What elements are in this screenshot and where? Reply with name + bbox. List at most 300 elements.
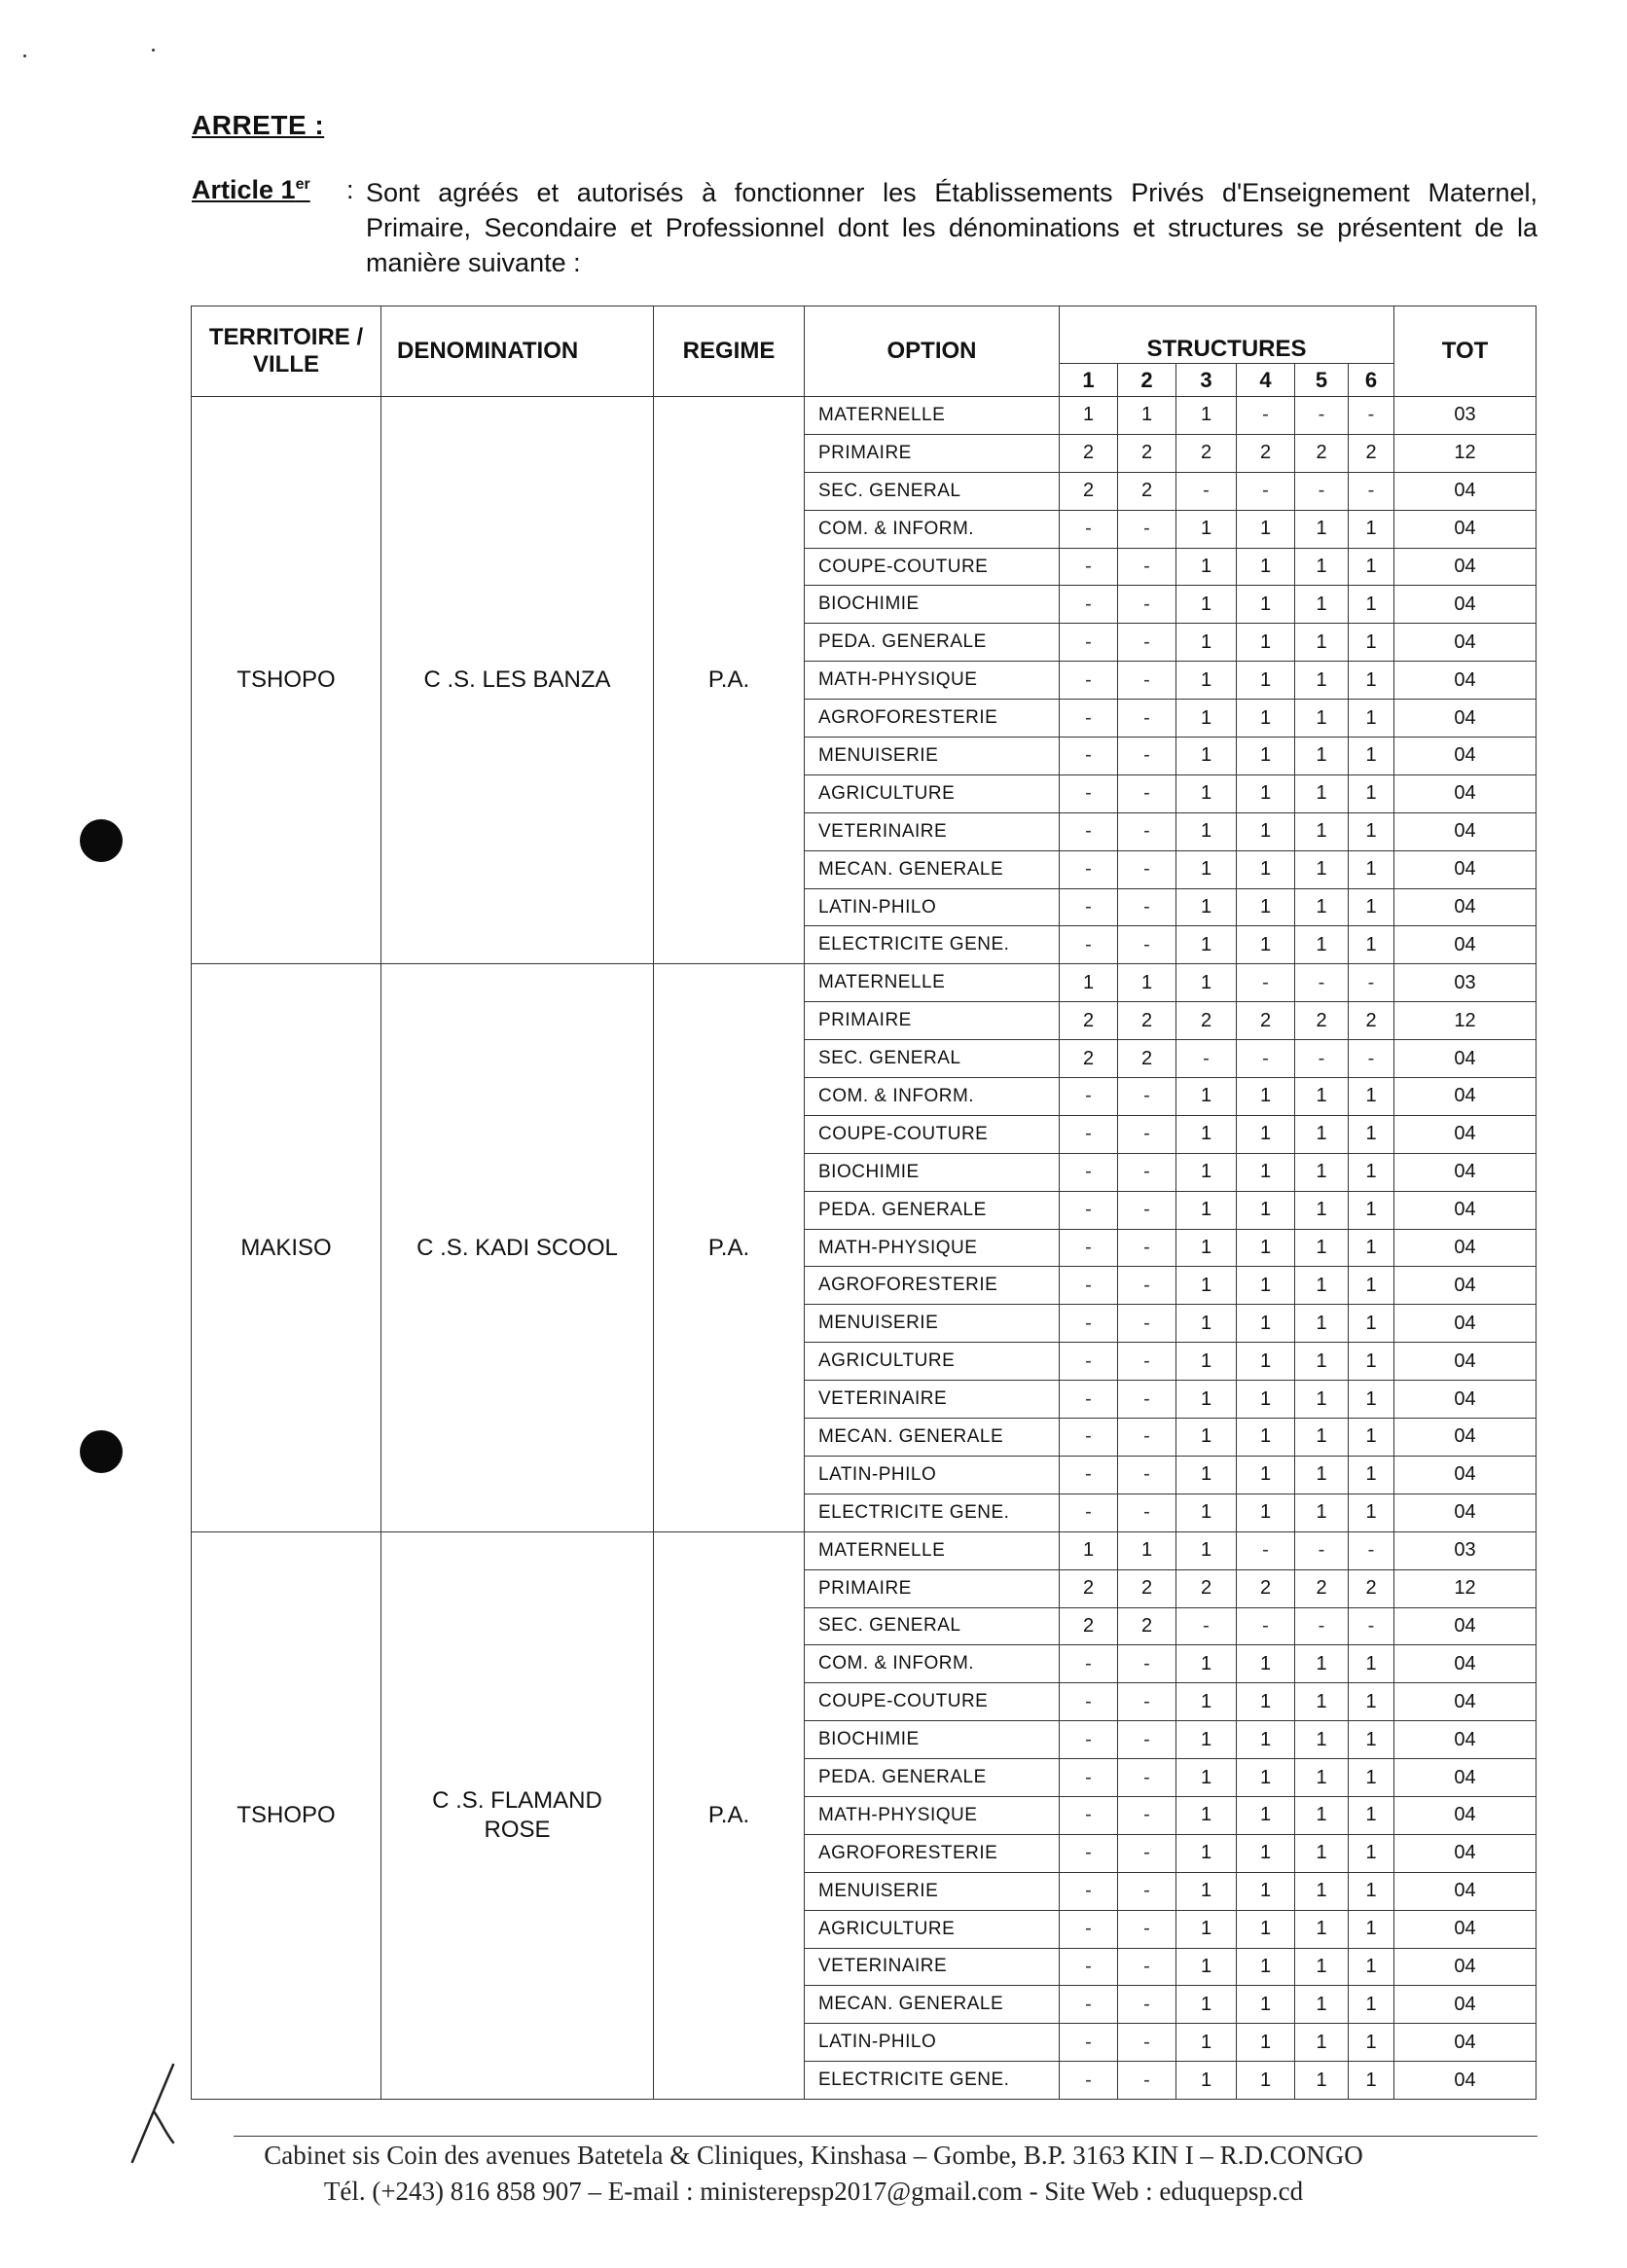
level-1-value: - [1060, 1721, 1118, 1759]
level-5-value: 1 [1295, 2024, 1349, 2062]
option-name: COM. & INFORM. [805, 1078, 1060, 1116]
level-4-value: 1 [1237, 1456, 1295, 1494]
table-row [192, 397, 1537, 435]
level-3-value: 2 [1176, 1569, 1237, 1607]
level-3-value: 1 [1176, 850, 1237, 888]
level-2-value: 2 [1118, 472, 1176, 510]
level-4-value: - [1237, 964, 1295, 1002]
level-6-value: 1 [1349, 2024, 1394, 2062]
level-3-value: 2 [1176, 1002, 1237, 1040]
level-4-value: 1 [1237, 1381, 1295, 1419]
option-name: PRIMAIRE [805, 1002, 1060, 1040]
structures-table [191, 306, 1537, 2100]
level-2-value: - [1118, 1645, 1176, 1683]
level-2-value: - [1118, 2062, 1176, 2100]
level-5-value: - [1295, 964, 1349, 1002]
level-3-value: 1 [1176, 1229, 1237, 1267]
level-5-value: 1 [1295, 926, 1349, 964]
level-4-value: 1 [1237, 1645, 1295, 1683]
level-3-value: 1 [1176, 964, 1237, 1002]
level-2-value: - [1118, 1494, 1176, 1531]
level-1-value: - [1060, 1494, 1118, 1531]
level-5-value: 2 [1295, 1002, 1349, 1040]
total-value: 12 [1394, 1002, 1537, 1040]
school-denomination: C .S. KADI SCOOL [381, 964, 654, 1531]
level-2-value: - [1118, 738, 1176, 775]
level-3-value: 1 [1176, 700, 1237, 738]
option-name: COUPE-COUTURE [805, 1115, 1060, 1153]
total-value: 04 [1394, 1834, 1537, 1872]
level-1-value: 2 [1060, 1607, 1118, 1645]
level-1-value: - [1060, 1456, 1118, 1494]
level-2-value: - [1118, 1115, 1176, 1153]
level-6-value: 1 [1349, 1759, 1394, 1797]
level-5-value: 1 [1295, 1834, 1349, 1872]
level-5-value: 1 [1295, 1721, 1349, 1759]
level-1-value: - [1060, 774, 1118, 812]
page-heading: ARRETE : [192, 110, 325, 140]
option-name: AGRICULTURE [805, 774, 1060, 812]
level-1-value: - [1060, 738, 1118, 775]
option-name: AGRICULTURE [805, 1343, 1060, 1381]
level-3-value: 1 [1176, 1267, 1237, 1305]
level-5-value: 2 [1295, 434, 1349, 472]
level-6-value: 1 [1349, 662, 1394, 700]
level-4-value: 1 [1237, 2024, 1295, 2062]
total-value: 04 [1394, 1683, 1537, 1721]
level-6-value: 1 [1349, 774, 1394, 812]
level-4-value: 1 [1237, 1229, 1295, 1267]
article-label-text: Article 1 [192, 175, 296, 204]
level-3-value: 1 [1176, 1872, 1237, 1910]
level-4-value: 1 [1237, 1305, 1295, 1343]
header-territoire: TERRITOIRE / VILLE [192, 306, 381, 397]
level-4-value: 1 [1237, 888, 1295, 926]
level-6-value: - [1349, 964, 1394, 1002]
level-6-value: 1 [1349, 700, 1394, 738]
level-6-value: 1 [1349, 1191, 1394, 1229]
header-level-5: 5 [1295, 364, 1349, 397]
level-2-value: - [1118, 1986, 1176, 2024]
level-5-value: 1 [1295, 1645, 1349, 1683]
option-name: PEDA. GENERALE [805, 1191, 1060, 1229]
level-5-value: - [1295, 472, 1349, 510]
level-3-value: 1 [1176, 1759, 1237, 1797]
level-4-value: 1 [1237, 1191, 1295, 1229]
level-1-value: - [1060, 1381, 1118, 1419]
level-1-value: - [1060, 1796, 1118, 1834]
level-6-value: 1 [1349, 1419, 1394, 1457]
level-2-value: - [1118, 1872, 1176, 1910]
total-value: 04 [1394, 1494, 1537, 1531]
level-5-value: 1 [1295, 738, 1349, 775]
level-3-value: 1 [1176, 812, 1237, 850]
total-value: 04 [1394, 1796, 1537, 1834]
level-6-value: 1 [1349, 586, 1394, 624]
level-3-value: 1 [1176, 586, 1237, 624]
level-4-value: 1 [1237, 812, 1295, 850]
level-2-value: - [1118, 1456, 1176, 1494]
level-4-value: - [1237, 397, 1295, 435]
level-3-value: 1 [1176, 1948, 1237, 1986]
level-6-value: 1 [1349, 1645, 1394, 1683]
option-name: MECAN. GENERALE [805, 1986, 1060, 2024]
option-name: AGRICULTURE [805, 1910, 1060, 1948]
level-5-value: 1 [1295, 888, 1349, 926]
header-level-3: 3 [1176, 364, 1237, 397]
level-4-value: - [1237, 472, 1295, 510]
level-3-value: 1 [1176, 1645, 1237, 1683]
total-value: 04 [1394, 624, 1537, 662]
level-2-value: - [1118, 774, 1176, 812]
level-5-value: 1 [1295, 1229, 1349, 1267]
level-2-value: - [1118, 1796, 1176, 1834]
total-value: 04 [1394, 1040, 1537, 1078]
article-label-sup: er [295, 176, 310, 193]
level-5-value: 2 [1295, 1569, 1349, 1607]
total-value: 04 [1394, 1343, 1537, 1381]
level-6-value: 1 [1349, 812, 1394, 850]
total-value: 04 [1394, 1721, 1537, 1759]
level-6-value: 2 [1349, 1002, 1394, 1040]
total-value: 04 [1394, 888, 1537, 926]
level-6-value: 1 [1349, 1305, 1394, 1343]
level-3-value: 1 [1176, 397, 1237, 435]
level-3-value: 1 [1176, 1721, 1237, 1759]
level-3-value: 1 [1176, 1494, 1237, 1531]
level-5-value: - [1295, 1607, 1349, 1645]
level-3-value: - [1176, 472, 1237, 510]
level-5-value: 1 [1295, 1494, 1349, 1531]
level-3-value: 1 [1176, 624, 1237, 662]
level-6-value: 1 [1349, 548, 1394, 586]
level-2-value: - [1118, 1683, 1176, 1721]
level-4-value: 1 [1237, 774, 1295, 812]
level-1-value: - [1060, 662, 1118, 700]
option-name: ELECTRICITE GENE. [805, 926, 1060, 964]
level-5-value: 1 [1295, 812, 1349, 850]
level-2-value: - [1118, 1267, 1176, 1305]
option-name: MENUISERIE [805, 738, 1060, 775]
level-6-value: 2 [1349, 434, 1394, 472]
level-4-value: 1 [1237, 1948, 1295, 1986]
total-value: 04 [1394, 548, 1537, 586]
level-5-value: 1 [1295, 1456, 1349, 1494]
level-1-value: 2 [1060, 1569, 1118, 1607]
scan-speck [23, 54, 26, 57]
total-value: 04 [1394, 1986, 1537, 2024]
school-territoire: TSHOPO [192, 1531, 381, 2099]
total-value: 04 [1394, 1872, 1537, 1910]
level-2-value: 2 [1118, 434, 1176, 472]
option-name: PRIMAIRE [805, 434, 1060, 472]
level-1-value: - [1060, 1910, 1118, 1948]
level-5-value: 1 [1295, 700, 1349, 738]
level-1-value: 2 [1060, 1002, 1118, 1040]
level-3-value: 1 [1176, 2024, 1237, 2062]
header-denomination: DENOMINATION [381, 306, 654, 397]
level-2-value: - [1118, 1229, 1176, 1267]
option-name: VETERINAIRE [805, 1381, 1060, 1419]
level-1-value: - [1060, 888, 1118, 926]
header-level-6: 6 [1349, 364, 1394, 397]
level-2-value: 1 [1118, 397, 1176, 435]
level-4-value: 1 [1237, 1683, 1295, 1721]
level-6-value: 1 [1349, 1267, 1394, 1305]
option-name: MENUISERIE [805, 1305, 1060, 1343]
level-1-value: - [1060, 700, 1118, 738]
punch-hole [80, 1430, 123, 1473]
level-5-value: 1 [1295, 1115, 1349, 1153]
level-5-value: 1 [1295, 850, 1349, 888]
footer-address: Cabinet sis Coin des avenues Batetela & Cliniques, Kinshasa – Gombe, B.P. 3163 KIN I – R.D.CONGO [264, 2141, 1363, 2170]
option-name: PEDA. GENERALE [805, 624, 1060, 662]
level-3-value: 1 [1176, 1834, 1237, 1872]
total-value: 12 [1394, 434, 1537, 472]
level-6-value: - [1349, 1531, 1394, 1569]
option-name: ELECTRICITE GENE. [805, 1494, 1060, 1531]
level-5-value: 1 [1295, 510, 1349, 548]
level-6-value: 1 [1349, 1381, 1394, 1419]
total-value: 04 [1394, 1153, 1537, 1191]
total-value: 04 [1394, 1607, 1537, 1645]
header-option: OPTION [805, 306, 1060, 397]
level-6-value: 1 [1349, 510, 1394, 548]
level-2-value: - [1118, 1153, 1176, 1191]
level-3-value: 1 [1176, 1796, 1237, 1834]
level-5-value: 1 [1295, 548, 1349, 586]
option-name: VETERINAIRE [805, 1948, 1060, 1986]
option-name: LATIN-PHILO [805, 888, 1060, 926]
scan-speck [152, 49, 155, 52]
option-name: PRIMAIRE [805, 1569, 1060, 1607]
option-name: PEDA. GENERALE [805, 1759, 1060, 1797]
level-1-value: - [1060, 1419, 1118, 1457]
level-3-value: 1 [1176, 1305, 1237, 1343]
level-3-value: 1 [1176, 1153, 1237, 1191]
level-4-value: 1 [1237, 1494, 1295, 1531]
level-4-value: 1 [1237, 700, 1295, 738]
level-5-value: - [1295, 1040, 1349, 1078]
total-value: 04 [1394, 1115, 1537, 1153]
level-1-value: - [1060, 812, 1118, 850]
level-6-value: 1 [1349, 1229, 1394, 1267]
option-name: MENUISERIE [805, 1872, 1060, 1910]
level-4-value: 1 [1237, 1343, 1295, 1381]
total-value: 04 [1394, 1267, 1537, 1305]
footer-contact: Tél. (+243) 816 858 907 – E-mail : ministerepsp2017@gmail.com - Site Web : eduquepsp.cd [323, 2177, 1304, 2206]
option-name: COUPE-COUTURE [805, 1683, 1060, 1721]
level-2-value: - [1118, 700, 1176, 738]
total-value: 04 [1394, 738, 1537, 775]
level-6-value: 1 [1349, 1721, 1394, 1759]
level-4-value: 1 [1237, 850, 1295, 888]
level-5-value: 1 [1295, 1986, 1349, 2024]
level-2-value: 2 [1118, 1607, 1176, 1645]
level-1-value: 2 [1060, 434, 1118, 472]
total-value: 04 [1394, 586, 1537, 624]
option-name: AGROFORESTERIE [805, 1267, 1060, 1305]
level-4-value: - [1237, 1531, 1295, 1569]
level-3-value: 1 [1176, 774, 1237, 812]
total-value: 04 [1394, 700, 1537, 738]
level-1-value: - [1060, 1645, 1118, 1683]
school-denomination: C .S. FLAMAND ROSE [381, 1531, 654, 2099]
level-2-value: - [1118, 1381, 1176, 1419]
level-2-value: - [1118, 1343, 1176, 1381]
option-name: LATIN-PHILO [805, 2024, 1060, 2062]
level-6-value: 1 [1349, 1872, 1394, 1910]
option-name: MECAN. GENERALE [805, 1419, 1060, 1457]
school-regime: P.A. [654, 397, 805, 964]
total-value: 04 [1394, 774, 1537, 812]
level-6-value: 1 [1349, 1910, 1394, 1948]
level-2-value: - [1118, 888, 1176, 926]
level-2-value: - [1118, 812, 1176, 850]
level-2-value: - [1118, 1948, 1176, 1986]
level-5-value: 1 [1295, 1796, 1349, 1834]
option-name: ELECTRICITE GENE. [805, 2062, 1060, 2100]
level-3-value: 1 [1176, 1343, 1237, 1381]
level-4-value: 1 [1237, 510, 1295, 548]
school-denomination: C .S. LES BANZA [381, 397, 654, 964]
level-6-value: 2 [1349, 1569, 1394, 1607]
option-name: SEC. GENERAL [805, 1040, 1060, 1078]
level-5-value: 1 [1295, 1078, 1349, 1116]
level-3-value: 1 [1176, 1115, 1237, 1153]
total-value: 04 [1394, 1305, 1537, 1343]
level-2-value: 1 [1118, 964, 1176, 1002]
level-4-value: 1 [1237, 1759, 1295, 1797]
option-name: BIOCHIMIE [805, 586, 1060, 624]
level-4-value: 1 [1237, 1267, 1295, 1305]
level-3-value: 1 [1176, 662, 1237, 700]
level-5-value: 1 [1295, 1948, 1349, 1986]
level-1-value: - [1060, 586, 1118, 624]
level-6-value: 1 [1349, 1948, 1394, 1986]
level-2-value: - [1118, 850, 1176, 888]
level-6-value: 1 [1349, 738, 1394, 775]
level-6-value: 1 [1349, 1078, 1394, 1116]
level-3-value: 1 [1176, 1531, 1237, 1569]
level-1-value: 1 [1060, 1531, 1118, 1569]
footer-divider [234, 2136, 1537, 2137]
total-value: 04 [1394, 1381, 1537, 1419]
school-territoire: MAKISO [192, 964, 381, 1531]
article-text: Sont agréés et autorisés à fonctionner les Établissements Privés d'Enseignement Maternel, Primaire, Secondaire et Professionnel dont les dénominations et structures se présentent de la manière suivante : [366, 178, 1537, 277]
option-name: VETERINAIRE [805, 812, 1060, 850]
total-value: 04 [1394, 850, 1537, 888]
total-value: 04 [1394, 1645, 1537, 1683]
level-5-value: 1 [1295, 1419, 1349, 1457]
level-3-value: 1 [1176, 548, 1237, 586]
total-value: 03 [1394, 397, 1537, 435]
total-value: 04 [1394, 510, 1537, 548]
level-5-value: - [1295, 1531, 1349, 1569]
level-5-value: 1 [1295, 1381, 1349, 1419]
total-value: 04 [1394, 1456, 1537, 1494]
option-name: MECAN. GENERALE [805, 850, 1060, 888]
level-2-value: 2 [1118, 1569, 1176, 1607]
level-1-value: 1 [1060, 964, 1118, 1002]
level-5-value: 1 [1295, 1683, 1349, 1721]
total-value: 04 [1394, 1910, 1537, 1948]
level-3-value: 1 [1176, 1078, 1237, 1116]
level-2-value: - [1118, 1191, 1176, 1229]
level-3-value: 1 [1176, 1683, 1237, 1721]
option-name: COM. & INFORM. [805, 1645, 1060, 1683]
header-regime: REGIME [654, 306, 805, 397]
school-territoire: TSHOPO [192, 397, 381, 964]
level-6-value: 1 [1349, 1153, 1394, 1191]
level-2-value: - [1118, 2024, 1176, 2062]
level-2-value: - [1118, 1078, 1176, 1116]
level-2-value: - [1118, 586, 1176, 624]
level-5-value: 1 [1295, 2062, 1349, 2100]
level-1-value: - [1060, 510, 1118, 548]
level-4-value: 1 [1237, 1078, 1295, 1116]
option-name: MATERNELLE [805, 964, 1060, 1002]
level-1-value: - [1060, 1834, 1118, 1872]
level-4-value: 1 [1237, 1872, 1295, 1910]
header-structures: STRUCTURES [1060, 306, 1394, 364]
level-4-value: 1 [1237, 662, 1295, 700]
total-value: 04 [1394, 812, 1537, 850]
total-value: 04 [1394, 1078, 1537, 1116]
level-2-value: - [1118, 1721, 1176, 1759]
level-6-value: 1 [1349, 1834, 1394, 1872]
level-6-value: 1 [1349, 1683, 1394, 1721]
level-4-value: 1 [1237, 624, 1295, 662]
level-4-value: 1 [1237, 2062, 1295, 2100]
option-name: LATIN-PHILO [805, 1456, 1060, 1494]
option-name: MATH-PHYSIQUE [805, 1229, 1060, 1267]
level-6-value: - [1349, 472, 1394, 510]
level-6-value: 1 [1349, 1796, 1394, 1834]
level-6-value: 1 [1349, 888, 1394, 926]
level-4-value: - [1237, 1607, 1295, 1645]
level-1-value: - [1060, 1305, 1118, 1343]
level-1-value: - [1060, 1267, 1118, 1305]
school-regime: P.A. [654, 964, 805, 1531]
level-1-value: - [1060, 1343, 1118, 1381]
level-4-value: 1 [1237, 1153, 1295, 1191]
level-4-value: 1 [1237, 1986, 1295, 2024]
punch-hole [80, 819, 123, 862]
level-5-value: 1 [1295, 1305, 1349, 1343]
total-value: 04 [1394, 2062, 1537, 2100]
level-4-value: 2 [1237, 434, 1295, 472]
level-2-value: - [1118, 548, 1176, 586]
level-4-value: 1 [1237, 1721, 1295, 1759]
level-3-value: 1 [1176, 738, 1237, 775]
level-2-value: - [1118, 1834, 1176, 1872]
level-1-value: - [1060, 1872, 1118, 1910]
level-4-value: 1 [1237, 1910, 1295, 1948]
total-value: 04 [1394, 472, 1537, 510]
level-6-value: 1 [1349, 2062, 1394, 2100]
level-6-value: 1 [1349, 624, 1394, 662]
total-value: 04 [1394, 1229, 1537, 1267]
option-name: SEC. GENERAL [805, 1607, 1060, 1645]
level-1-value: - [1060, 624, 1118, 662]
total-value: 04 [1394, 1759, 1537, 1797]
total-value: 04 [1394, 926, 1537, 964]
level-1-value: - [1060, 1078, 1118, 1116]
level-2-value: - [1118, 926, 1176, 964]
total-value: 03 [1394, 964, 1537, 1002]
level-3-value: 1 [1176, 1191, 1237, 1229]
